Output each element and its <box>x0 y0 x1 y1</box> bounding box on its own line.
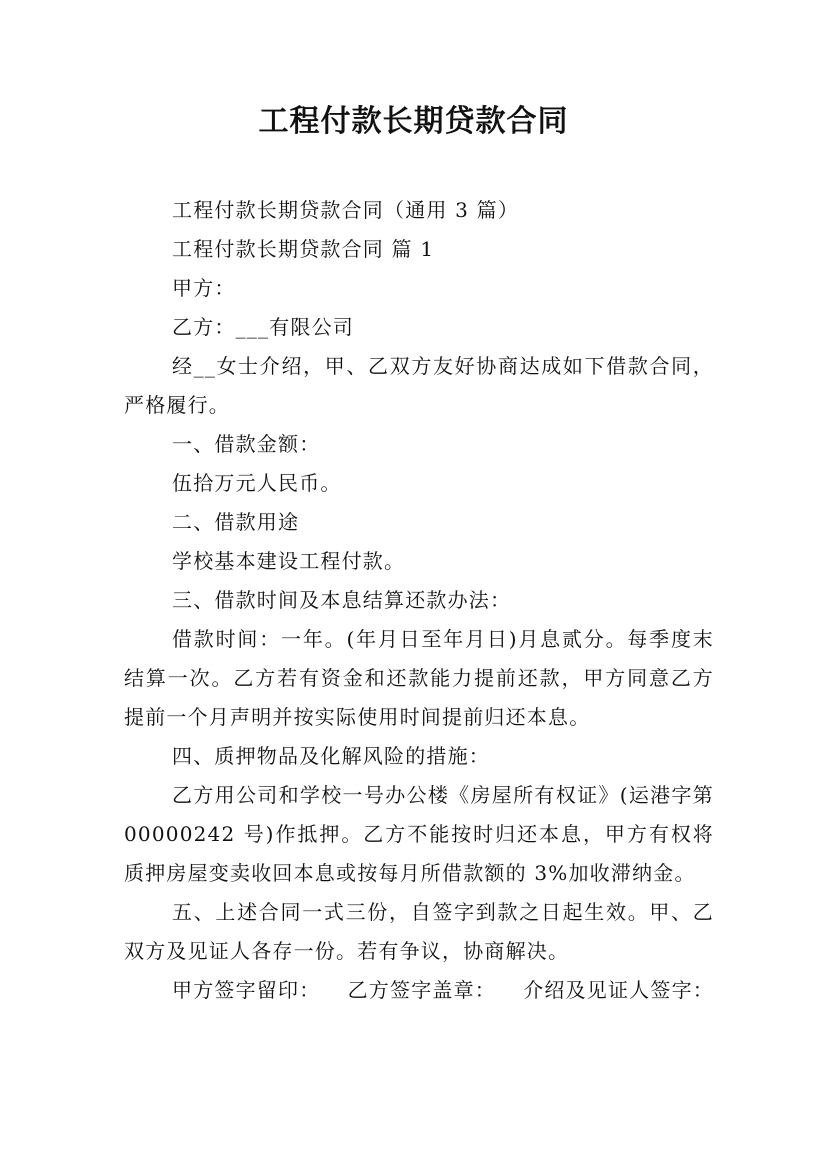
paragraph: 二、借款用途 <box>172 510 300 534</box>
paragraph: 经__女士介绍，甲、乙双方友好协商达成如下借款合同，严格履行。 <box>124 354 714 417</box>
paragraph: 学校基本建设工程付款。 <box>172 549 406 573</box>
paragraph: 工程付款长期贷款合同（通用 3 篇） <box>172 198 520 222</box>
document-title: 工程付款长期贷款合同 <box>258 104 569 139</box>
paragraph: 工程付款长期贷款合同 篇 1 <box>172 237 435 261</box>
party-a-signature-label: 甲方签字留印： <box>172 978 321 1002</box>
witness-signature-label: 介绍及见证人签字： <box>523 978 714 1002</box>
paragraph: 甲方： <box>172 276 236 300</box>
paragraph: 借款时间：一年。(年月日至年月日)月息贰分。每季度末结算一次。乙方若有资金和还款能力提前还款，甲方同意乙方提前一个月声明并按实际使用时间提前归还本息。 <box>124 627 714 729</box>
document-body <box>124 191 714 1010</box>
paragraph: 乙方用公司和学校一号办公楼《房屋所有权证》(运港字第 00000242 号)作抵押。乙方不能按时归还本息，甲方有权将质押房屋变卖收回本息或按每月所借款额的 3%加收滞纳金。 <box>124 783 714 885</box>
paragraph: 伍拾万元人民币。 <box>172 471 342 495</box>
party-b-signature-label: 乙方签字盖章： <box>347 978 496 1002</box>
paragraph: 三、借款时间及本息结算还款办法： <box>172 588 512 612</box>
paragraph: 四、质押物品及化解风险的措施： <box>172 744 490 768</box>
paragraph: 乙方：___有限公司 <box>172 315 354 339</box>
paragraph: 一、借款金额： <box>172 432 321 456</box>
signature-line <box>124 971 714 1010</box>
paragraph: 五、上述合同一式三份，自签字到款之日起生效。甲、乙双方及见证人各存一份。若有争议，协商解决。 <box>124 900 714 963</box>
